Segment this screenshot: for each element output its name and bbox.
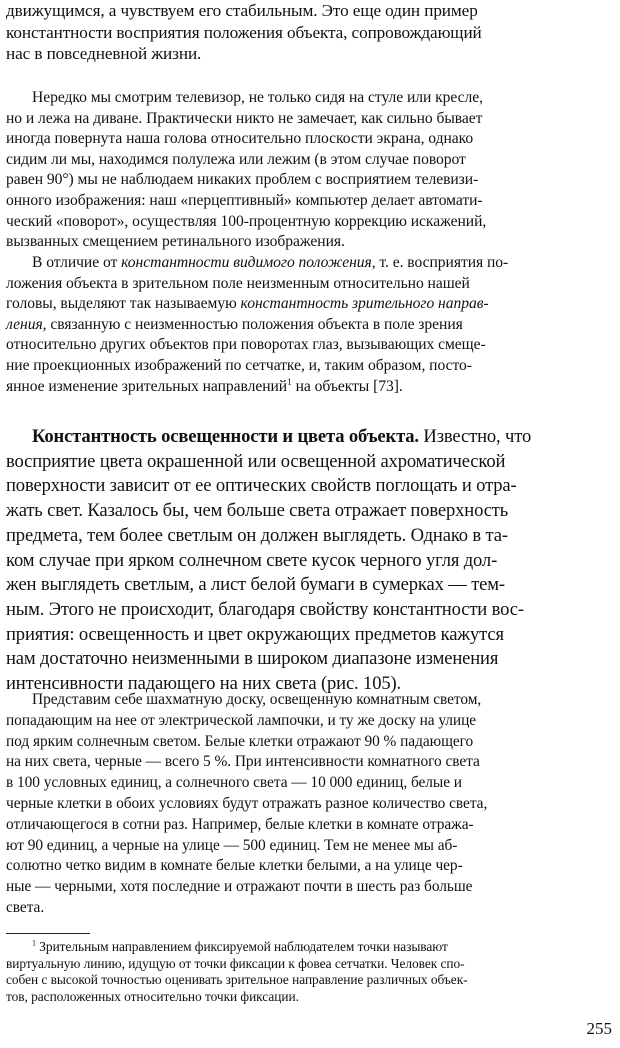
paragraph-color-constancy [6, 425, 612, 697]
text-line: света. [6, 898, 45, 916]
text-line: ют 90 единиц, а черные на улице — 500 единиц. Тем не менее мы аб- [6, 836, 458, 854]
text-line: ным. Этого не происходит, благодаря свойству константности вос- [6, 598, 524, 620]
text-line: иногда повернута наша голова относительно плоскости экрана, однако [6, 130, 474, 148]
paragraph-television [6, 88, 612, 253]
text-line: предмета, тем более светлым он должен выглядеть. Однако в та- [6, 524, 508, 546]
text-run: Известно, что [418, 426, 532, 447]
text-line: нам достаточно неизменными в широком диапазоне изменения [6, 648, 499, 670]
text-line: тов, расположенных относительно точки фиксации. [6, 988, 299, 1004]
text-run: головы, выделяют так называемую [6, 295, 241, 313]
text-line: виртуальную линию, идущую от точки фиксации к фовеа сетчатки. Человек спо- [6, 955, 465, 971]
footnote [6, 939, 612, 1005]
text-line [6, 315, 612, 336]
text-line: жать свет. Казалось бы, чем больше света отражает поверхность [6, 500, 509, 522]
text-line: онного изображения: наш «перцептивный» компьютер делает автомати- [6, 191, 483, 209]
text-line [6, 377, 612, 398]
italic-term: константность зрительного направ- [240, 295, 489, 313]
text-line: отличающегося в сотни раз. Например, белые клетки в комнате отража- [6, 815, 474, 833]
text-run: , связанную с неизменностью положения объекта в поле зрения [42, 315, 463, 333]
text-line [6, 939, 612, 956]
text-line: ческий «поворот», осуществляя 100-процентную коррекцию искажений, [6, 212, 487, 230]
text-line: черные клетки в обоих условиях будут отражать разное количество света, [6, 794, 488, 812]
text-run: , т. е. восприятия по- [371, 254, 509, 271]
text-line: интенсивности падающего на них света (рис. 105). [6, 673, 402, 695]
text-line: на них света, черные — всего 5 %. При интенсивности комнатного света [6, 753, 480, 771]
text-line: сидим ли мы, находимся полулежа или лежим (в этом случае поворот [6, 150, 466, 168]
text-line: попадающим на нее от электрической лампочки, и ту же доску на улице [6, 711, 477, 729]
text-line: в 100 условных единиц, а солнечного света — 10 000 единиц, белые и [6, 774, 462, 792]
text-line: нас в повседневной жизни. [6, 44, 202, 63]
text-line: но и лежа на диване. Практически никто не замечает, как сильно бывает [6, 109, 483, 127]
footnote-marker: 1 [287, 377, 292, 388]
text-line: ние проекционных изображений по сетчатке, и, таким образом, посто- [6, 356, 472, 374]
paragraph-continuation [6, 0, 612, 65]
footnote-marker: 1 [32, 938, 36, 948]
paragraph-chessboard [6, 690, 612, 919]
text-line: движущимся, а чувствуем его стабильным. Это еще один пример [6, 1, 478, 20]
footnote-divider [6, 933, 90, 934]
text-run: янное изменение зрительных направлений [6, 377, 288, 395]
text-line: под ярким солнечным светом. Белые клетки отражают 90 % падающего [6, 732, 474, 750]
text-line: Нередко мы смотрим телевизор, не только сидя на стуле или кресле, [32, 89, 483, 106]
text-line: ные — черными, хотя последние и отражают почти в шесть раз больше [6, 878, 473, 896]
paragraph-visual-direction [6, 253, 612, 397]
text-line [6, 294, 612, 315]
text-line [6, 253, 612, 274]
italic-term: константности видимого положения [121, 254, 372, 271]
text-line: Представим себе шахматную доску, освещенную комнатным светом, [32, 691, 482, 708]
text-run: Зрительным направлением фиксируемой наблюдателем точки называют [35, 939, 448, 954]
section-heading: Константность освещенности и цвета объекта. [32, 426, 419, 447]
text-line: солютно четко видим в комнате белые клетки белыми, а на улице чер- [6, 857, 463, 875]
text-line: относительно других объектов при поворотах глаз, вызывающих смеще- [6, 336, 486, 354]
text-line: ком случае при ярком солнечном свете кусок черного угля дол- [6, 549, 498, 571]
text-line: константности восприятия положения объекта, сопровождающий [6, 22, 482, 42]
italic-term: ления [6, 315, 43, 333]
text-line: вызванных смещением ретинального изображения. [6, 233, 345, 251]
text-line: поверхности зависит от ее оптических свойств поглощать и отра- [6, 475, 517, 497]
text-run: на объекты [73]. [291, 377, 403, 395]
text-line: приятия: освещенность и цвет окружающих предметов кажутся [6, 623, 504, 645]
text-line [6, 425, 612, 450]
text-line: восприятие цвета окрашенной или освещенной ахроматической [6, 450, 506, 472]
page-number: 255 [586, 1019, 612, 1038]
text-line: равен 90°) мы не наблюдаем никаких проблем с восприятием телевизи- [6, 171, 479, 189]
text-line: собен с высокой точностью оценивать зрительное направление различных объек- [6, 972, 468, 988]
text-line: жен выглядеть светлым, а лист белой бумаги в сумерках — тем- [6, 574, 505, 596]
text-line: ложения объекта в зрительном поле неизменным относительно нашей [6, 274, 470, 292]
text-run: В отличие от [32, 254, 122, 271]
